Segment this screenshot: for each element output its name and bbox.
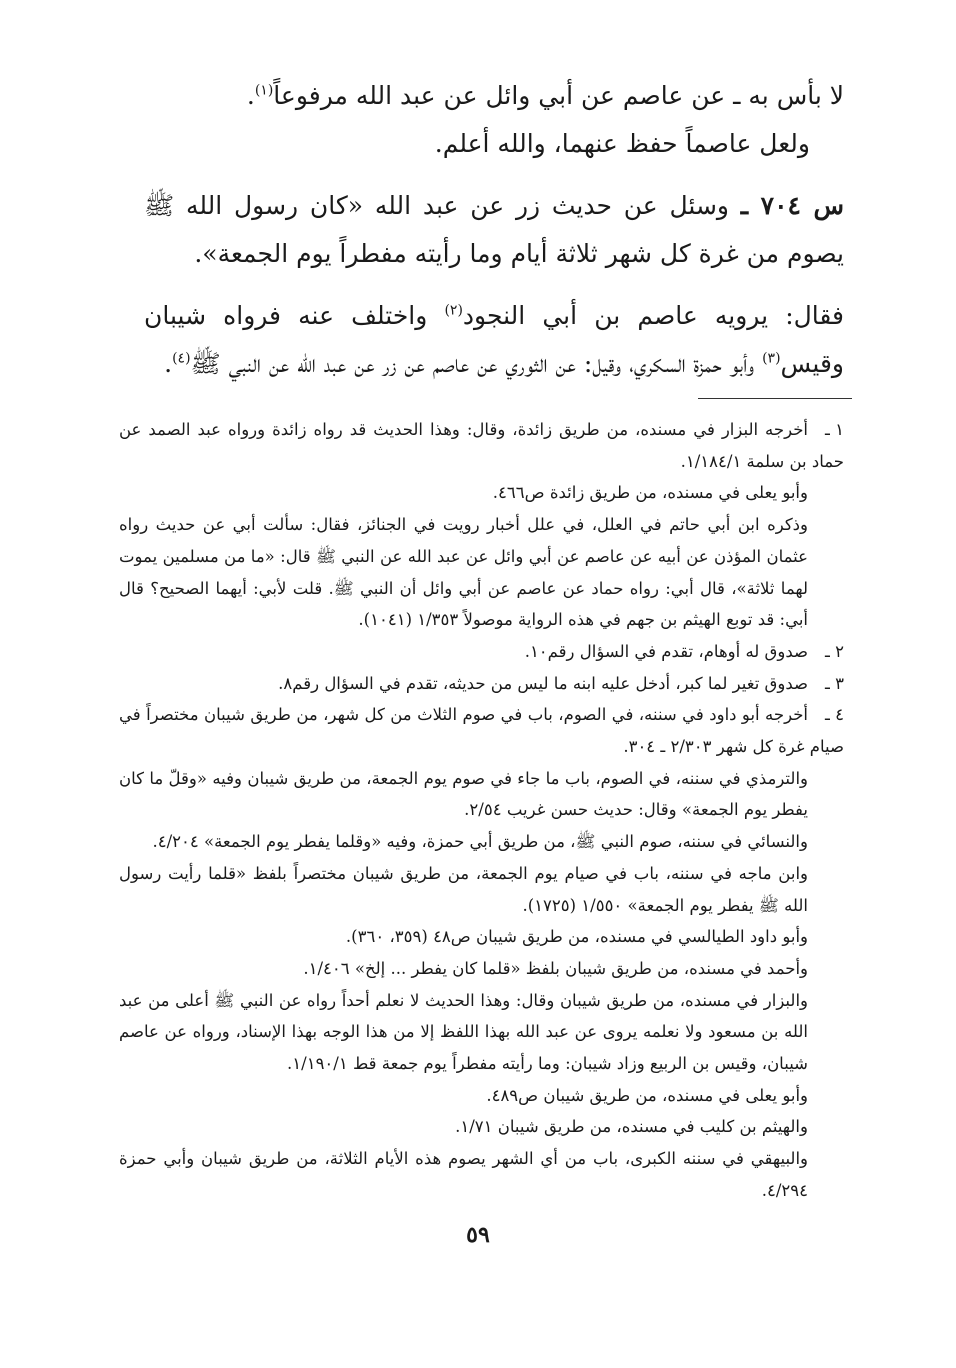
main-text: [144, 72, 844, 388]
footnote-ref-1: (١): [254, 82, 274, 99]
footnote-text: أخرجه البزار في مسنده، من طريق زائدة، وقال: وهذا الحديث قد رواه زائدة ورواه عبد الصمد عن حماد بن سلمة ١/١٨٤/١.: [119, 420, 844, 471]
footnote-separator: [698, 398, 852, 399]
footnote-entry: وأبو يعلى في مسنده، من طريق شيبان ص٤٨٩.: [486, 1085, 808, 1105]
footnote-ref-2: (٢): [444, 302, 463, 319]
answer-text-3: وأبو حمزة السكري، وقيل: عن الثوري عن عاصم عن زر عن عبد الله عن النبي ﷺ: [190, 349, 763, 378]
footnote-entry: وأبو يعلى في مسنده، من طريق زائدة ص٤٦٦.: [492, 483, 808, 503]
question-number: س ٧٠٤ ـ: [740, 191, 844, 220]
footnote-entry: والهيثم بن كليب في مسنده، من طريق شيبان ١/٧١.: [455, 1117, 808, 1137]
footnote-entry: والبزار في مسنده، من طريق شيبان وقال: وهذا الحديث لا نعلم أحداً رواه عن النبي ﷺ أعلى من عبد الله بن مسعود ولا نعلمه يروى عن عبد الله بهذا اللفظ إلا من هذا الوجه بهذا الإسناد، ورواه عن عاصم شيبان، وقيس بن الربيع وزاد شيبان: وما رأيته مفطراً يوم جمعة قط ١/١٩٠/١.: [119, 990, 808, 1074]
answer-text-1: فقال: يرويه عاصم بن أبي النجود: [462, 301, 844, 330]
answer-text-2: واختلف عنه فرواه شيبان وقيس: [144, 301, 844, 378]
page-number: ٥٩: [466, 1222, 490, 1248]
footnote-entry: وأحمد في مسنده، من طريق شيبان بلفظ «قلما كان يفطر ... إلخ» ١/٤٠٦.: [303, 958, 808, 978]
footnote-entry: والنسائي في سننه، صوم النبي ﷺ، من طريق أبي حمزة، وفيه «وقلما يفطر يوم الجمعة» ٤/٢٠٤.: [152, 832, 808, 852]
footnote-number: ١ ـ: [825, 420, 844, 439]
footnote-text: صدوق تغير لما كبر، أدخل عليه ابنه ما ليس من حديثه، تقدم في السؤال رقم٨.: [278, 673, 808, 693]
footnote-entry: وذكره ابن أبي حاتم في العلل، في علل أخبار رويت في الجنائز، فقال: سألت أبي عن حديث رواه عثمان المؤذن عن أبيه عن عاصم عن أبي وائل عن عبد الله عن النبي ﷺ قال: «ما من مسلمين يموت لهما ثلاثة»، قال أبي: رواه حماد عن عاصم عن أبي وائل أن النبي ﷺ. قلت لأبي: أيهما الصحيح؟ قال أبي: قد توبع الهيثم بن جهم في هذه الرواية موصولاً ١/٣٥٣ (١٠٤١).: [119, 515, 808, 630]
question-paragraph: [144, 182, 844, 278]
footnote-entry: [119, 414, 844, 477]
footnote-number: ٢ ـ: [825, 641, 844, 661]
main-line-2: ولعل عاصماً حفظ عنهما، والله أعلم.: [434, 129, 810, 158]
footnote-number: ٤ ـ: [825, 705, 844, 725]
footnote-ref-4: (٤): [172, 350, 191, 367]
footnote-entry: وابن ماجه في سننه، باب في صيام يوم الجمعة، من طريق شيبان مختصراً بلفظ «قلما رأيت رسول الله ﷺ يفطر يوم الجمعة» ١/٥٥٠ (١٧٢٥).: [119, 863, 808, 915]
answer-end: .: [164, 349, 173, 378]
main-line-1-text: لا بأس به ـ عن عاصم عن أبي وائل عن عبد الله مرفوعاً: [273, 81, 844, 110]
footnote-number: ٣ ـ: [825, 673, 844, 693]
footnote-entry: وأبو داود الطيالسي في مسنده، من طريق شيبان ص٤٨ (٣٥٩، ٣٦٠).: [345, 927, 808, 947]
footnote-entry: [119, 636, 844, 668]
main-line-1: [144, 72, 844, 120]
question-text: وسئل عن حديث زر عن عبد الله «كان رسول الله ﷺ يصوم من غرة كل شهر ثلاثة أيام وما رأيته مفطراً يوم الجمعة».: [144, 191, 844, 268]
footnote-text: أخرجه أبو داود في سننه، في الصوم، باب في صوم الثلاث من كل شهر، من طريق شيبان مختصراً في صيام غرة كل شهر ٢/٣٠٣ ـ ٣٠٤.: [119, 705, 844, 757]
footnote-ref-3: (٣): [762, 350, 781, 367]
footnote-text: صدوق له أوهام، تقدم في السؤال رقم١٠.: [524, 641, 808, 661]
footnote-entry: والترمذي في سننه، في الصوم، باب ما جاء في صوم يوم الجمعة، من طريق شيبان وفيه «وقلّ ما كان يفطر يوم الجمعة» وقال: حديث حسن غريب ٢/٥٤.: [119, 768, 808, 820]
footnotes: [119, 414, 844, 1207]
main-line-1-end: .: [246, 81, 255, 110]
footnote-entry: والبيهقي في سننه الكبرى، باب من أي الشهر يصوم هذه الأيام الثلاثة، من طريق شيبان وأبي حمزة ٤/٢٩٤.: [119, 1149, 808, 1200]
footnote-entry: [119, 668, 844, 700]
answer-paragraph: [144, 292, 844, 388]
footnote-entry: [119, 699, 844, 762]
